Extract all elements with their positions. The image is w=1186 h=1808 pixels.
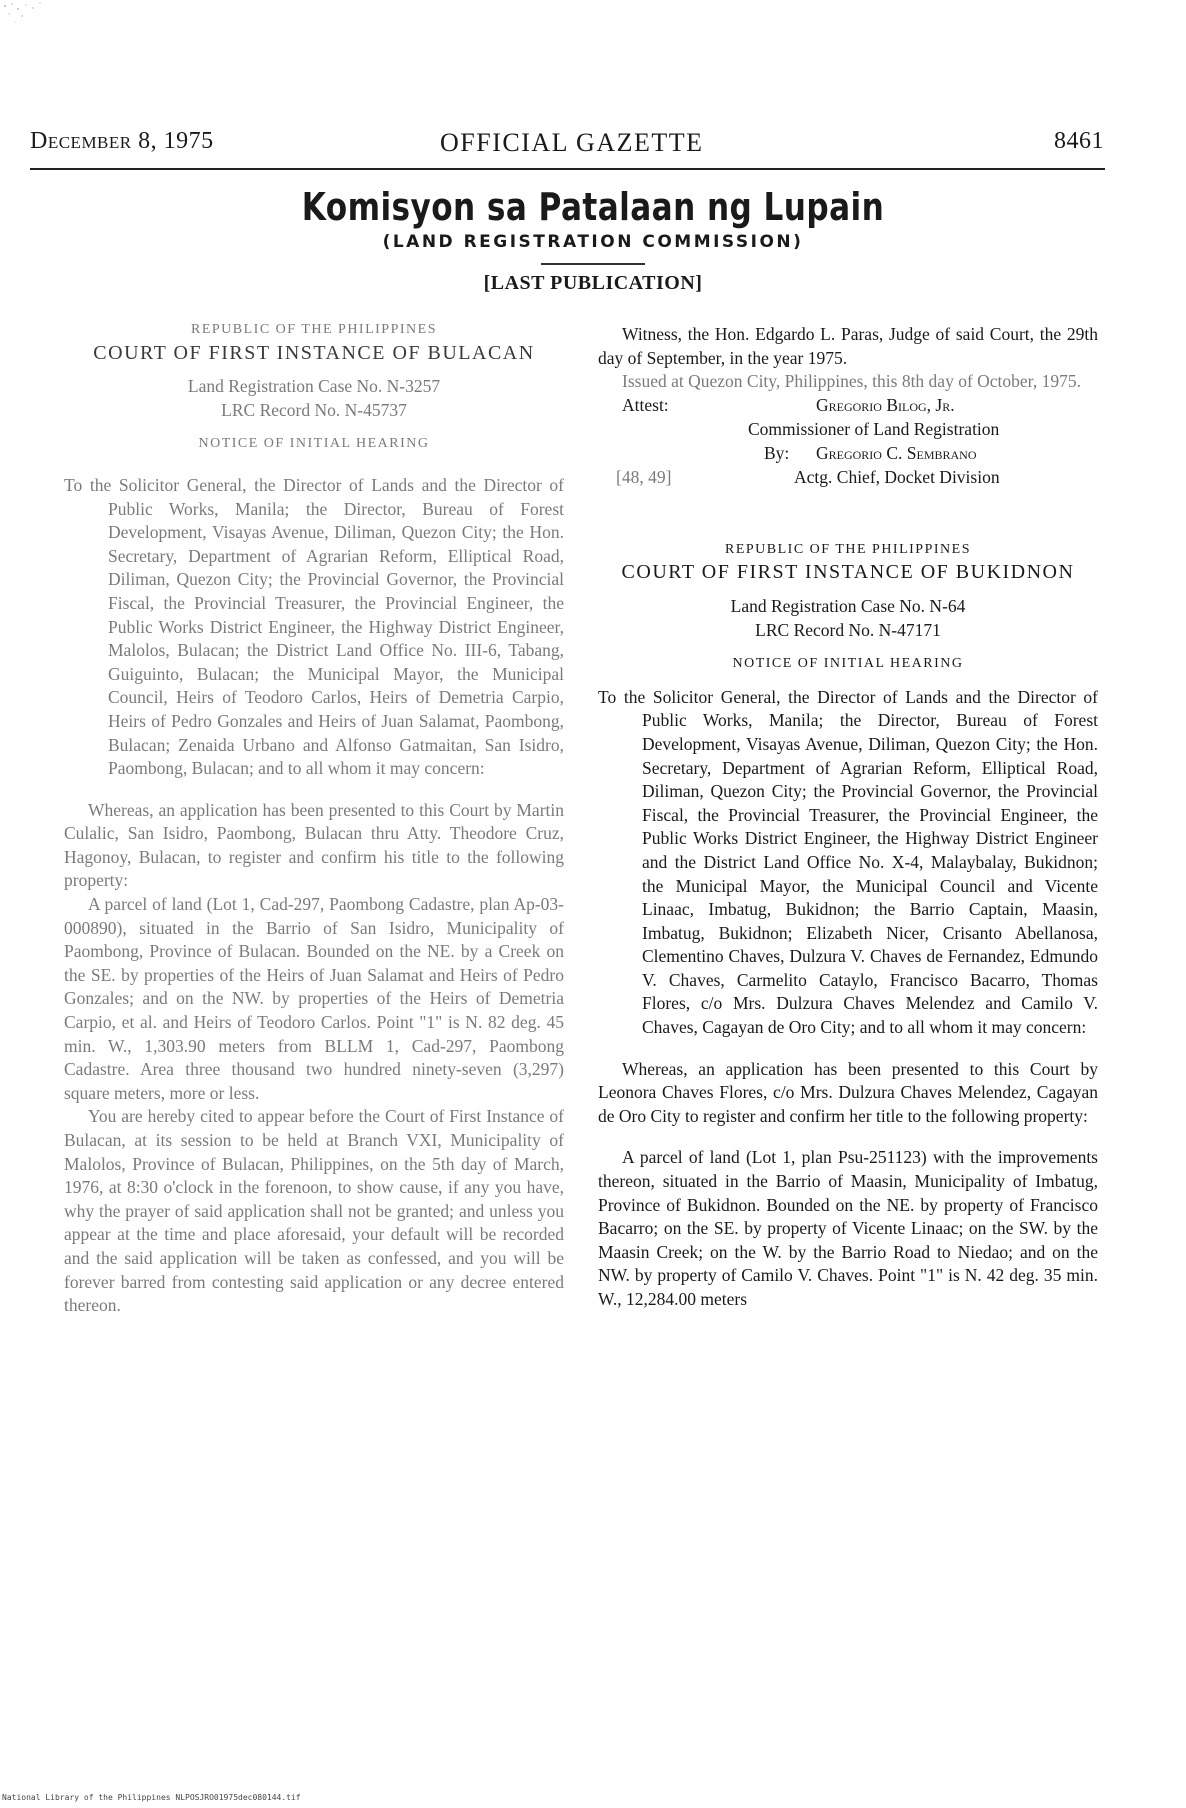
commissioner-title-row <box>598 418 1098 442</box>
chief-name: Gregorio C. Sembrano <box>816 442 977 463</box>
scan-footer: National Library of the Philippines NLPOSJRO01975dec080144.tif <box>2 1793 301 1802</box>
attest-row <box>598 394 1098 418</box>
left-summons: You are hereby cited to appear before the Court of First Instance of Bulacan, at its session to be held at Branch VXI, Municipality of Malolos, Province of Bulacan, Philippines, on the 5th day of March, 1976, at 8:30 o'clock in the forenoon, to show cause, if any you have, why the prayer of said application shall not be granted; and unless you appear at the time and place aforesaid, your default will be recorded and the said application will be taken as confessed, and you will be forever barred from contesting said application or any decree entered thereon. <box>64 1106 564 1316</box>
chief-title-row <box>598 466 1098 490</box>
left-court-name: COURT OF FIRST INSTANCE OF BULACAN <box>93 341 535 364</box>
left-lrc-record: LRC Record No. N-45737 <box>221 399 407 420</box>
section-title: Komisyon sa Patalaan ng Lupain <box>301 185 885 229</box>
by-label: By: <box>764 442 790 463</box>
header-title: OFFICIAL GAZETTE <box>440 128 704 157</box>
right-parcel-description: A parcel of land (Lot 1, plan Psu-251123) with the improvements thereon, situated in the Barrio of Maasin, Municipality of Imbatug, Province of Bukidnon. Bounded on the NE. by property of Francisco Bacarro; on the SE. by property of Vicente Linaac; on the SW. by the Maasin Creek; on the W. by the Barrio Road to Niedao; and on the NW. by property of Camilo V. Chaves. Point "1" is N. 42 deg. 35 min. W., 12,284.00 meters <box>598 1147 1098 1309</box>
right-republic: REPUBLIC OF THE PHILIPPINES <box>725 541 971 557</box>
right-case-number: Land Registration Case No. N-64 <box>730 595 966 616</box>
left-column <box>64 308 564 1318</box>
commissioner-title: Commissioner of Land Registration <box>748 418 1000 439</box>
right-whereas: Whereas, an application has been presented to this Court by Leonora Chaves Flores, c/o Mrs. Dulzura Chaves Melendez, Cagayan de Oro City to register and confirm her title to the following property: <box>598 1058 1098 1126</box>
left-addressees: To the Solicitor General, the Director of Lands and the Director of Public Works, Manila; the Director, Bureau of Forest Development, Visayas Avenue, Diliman, Quezon City; the Hon. Secretary, Department of Agrarian Reform, Elliptical Road, Diliman, Quezon City; the Provincial Governor, the Provincial Fiscal, the Provincial Treasurer, the Provincial Engineer, the Public Works District Engineer, the Highway District Engineer, Malolos, Bulacan; the District Land Office No. III-6, Tabang, Guiguinto, Bulacan; the Municipal Mayor, the Municipal Council, Heirs of Teodoro Carlos, Heirs of Demetria Carpio, Heirs of Pedro Gonzales and Heirs of Juan Salamat, Paombong, Bulacan; Zenaida Urbano and Alfonso Gatmaitan, San Isidro, Paombong, Bulacan; and to all whom it may concern: <box>64 474 564 779</box>
issued-paragraph: Issued at Quezon City, Philippines, this 8th day of October, 1975. <box>622 371 1081 392</box>
header-page-number: 8461 <box>1054 128 1104 154</box>
right-notice-title: NOTICE OF INITIAL HEARING <box>732 656 964 672</box>
left-case-number: Land Registration Case No. N-3257 <box>187 376 441 397</box>
section-title-rule <box>541 263 645 265</box>
reference-number: [48, 49] <box>616 466 672 487</box>
commissioner-name: Gregorio Bilog, Jr. <box>816 394 955 415</box>
left-whereas: Whereas, an application has been presented to this Court by Martin Culalic, San Isidro, Paombong, Bulacan thru Atty. Theodore Cruz, Hagonoy, Bulacan, to register and confirm his title to the following property: <box>64 799 564 891</box>
right-column <box>598 323 1098 1312</box>
left-republic: REPUBLIC OF THE PHILIPPINES <box>191 322 437 337</box>
witness-paragraph: Witness, the Hon. Edgardo L. Paras, Judge of said Court, the 29th day of September, in the year 1975. <box>598 324 1098 368</box>
section-subtitle: (LAND REGISTRATION COMMISSION) <box>382 232 804 252</box>
left-notice-title: NOTICE OF INITIAL HEARING <box>198 436 430 452</box>
right-lrc-record: LRC Record No. N-47171 <box>755 619 941 640</box>
header-date: December 8, 1975 <box>30 128 214 154</box>
right-addressees: To the Solicitor General, the Director of Lands and the Director of Public Works, Manila; the Director, Bureau of Forest Development, Visayas Avenue, Diliman, Quezon City; the Hon. Secretary, Department of Agrarian Reform, Elliptical Road, Diliman, Quezon City; the Provincial Governor, the Provincial Fiscal, the Provincial Treasurer, the Provincial Engineer, the Public Works District Engineer, the Highway District Engineer and the District Land Office No. X-4, Malaybalay, Bukidnon; the Municipal Mayor, the Municipal Council and Vicente Linaac, Imbatug, Bukidnon; the Barrio Captain, Maasin, Imbatug, Bukidnon; Elizabeth Nicer, Crisanto Abellanosa, Clementino Chaves, Dulzura V. Chaves de Fernandez, Edmundo V. Chaves, Carmelito Cataylo, Francisco Bacarro, Thomas Flores, c/o Mrs. Dulzura Chaves Melendez and Camilo V. Chaves, Cagayan de Oro City; and to all whom it may concern: <box>598 686 1098 1038</box>
header-rule <box>30 168 1105 170</box>
right-court-name: COURT OF FIRST INSTANCE OF BUKIDNON <box>621 561 1075 584</box>
attest-label: Attest: <box>622 394 669 415</box>
chief-title: Actg. Chief, Docket Division <box>794 466 1000 487</box>
scan-artifact <box>0 0 60 40</box>
left-parcel-description: A parcel of land (Lot 1, Cad-297, Paombong Cadastre, plan Ap-03-000890), situated in the Barrio of San Isidro, Municipality of Paombong, Province of Bulacan. Bounded on the NE. by a Creek on the SE. by properties of the Heirs of Juan Salamat and Heirs of Pedro Gonzales; and on the NW. by properties of the Heirs of Demetria Carpio, et al. and Heirs of Teodoro Carlos. Point "1" is N. 82 deg. 45 min. W., 1,303.90 meters from BLLM 1, Cad-297, Paombong Cadastre. Area three thousand two hundred ninety-seven (3,297) square meters, more or less. <box>64 894 564 1103</box>
by-row <box>598 442 1098 466</box>
publication-label: [LAST PUBLICATION] <box>483 272 703 294</box>
